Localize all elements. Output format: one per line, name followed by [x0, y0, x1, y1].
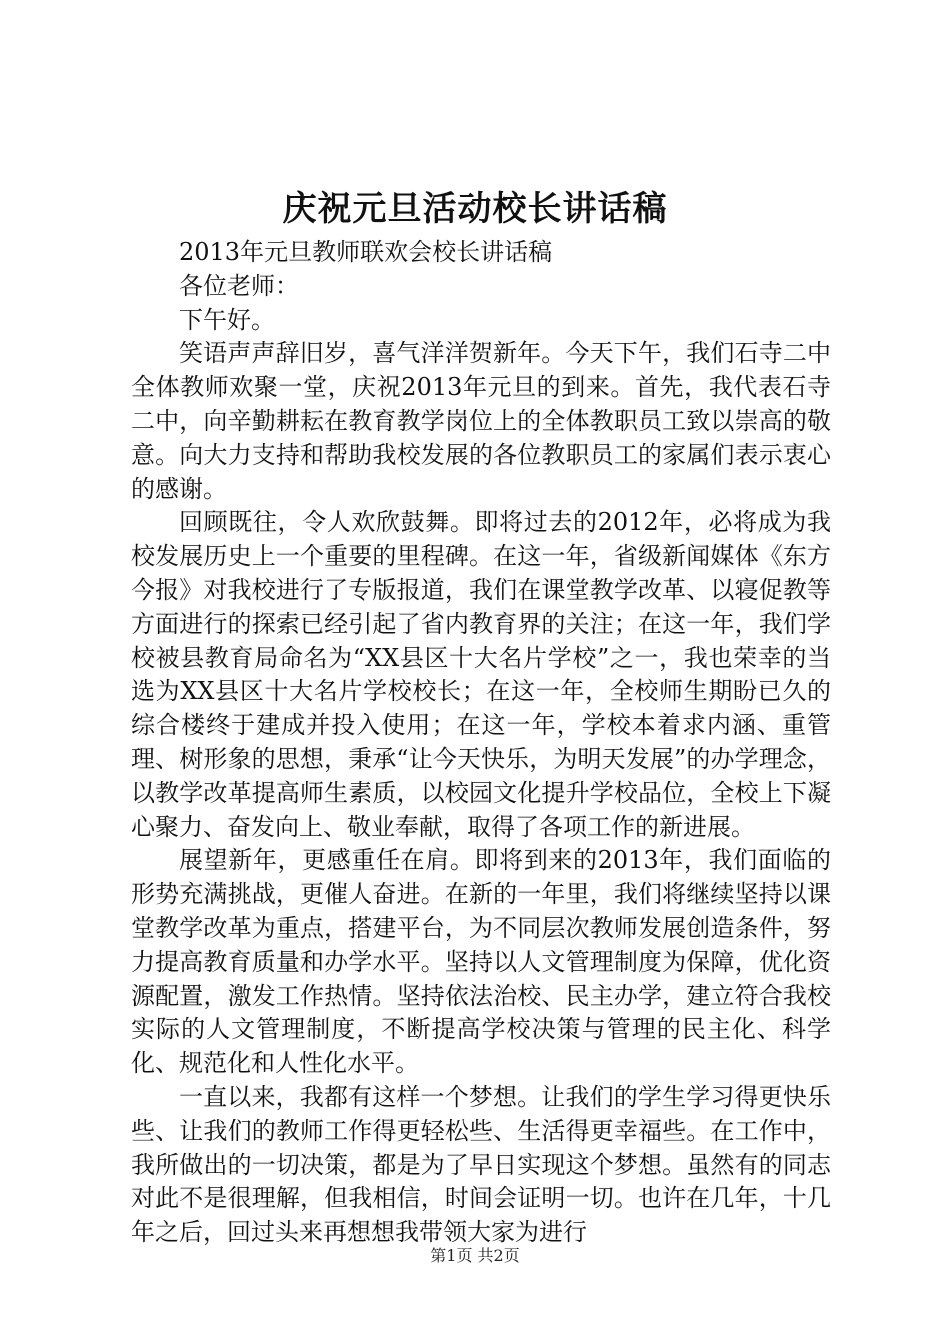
document-body: [131, 236, 831, 1250]
page-number-footer: 第1页 共2页: [430, 1246, 520, 1265]
subtitle-paragraph: 2013年元旦教师联欢会校长讲话稿: [179, 238, 553, 266]
body-paragraph: 笑语声声辞旧岁，喜气洋洋贺新年。今天下午，我们石寺二中全体教师欢聚一堂，庆祝2013年元旦的到来。首先，我代表石寺二中，向辛勤耕耘在教育教学岗位上的全体教职员工致以崇高的敬意。向大力支持和帮助我校发展的各位教职员工的家属们表示衷心的感谢。: [131, 339, 831, 503]
greeting-paragraph: 下午好。: [179, 305, 275, 334]
body-paragraph: 一直以来，我都有这样一个梦想。让我们的学生学习得更快乐些、让我们的教师工作得更轻松些、生活得更幸福些。在工作中，我所做出的一切决策，都是为了早日实现这个梦想。虽然有的同志对此不是很理解，但我相信，时间会证明一切。也许在几年，十几年之后，回过头来再想想我带领大家为进行: [131, 1082, 831, 1247]
salutation-paragraph: 各位老师：: [179, 271, 299, 300]
body-paragraph: 回顾既往，令人欢欣鼓舞。即将过去的2012年，必将成为我校发展历史上一个重要的里程碑。在这一年，省级新闻媒体《东方今报》对我校进行了专版报道，我们在课堂教学改革、以寝促教等方面进行的探索已经引起了省内教育界的关注；在这一年，我们学校被县教育局命名为“XX县区十大名片学校”之一，我也荣幸的当选为XX县区十大名片学校校长；在这一年，全校师生期盼已久的综合楼终于建成并投入使用；在这一年，学校本着求内涵、重管理、树形象的思想，秉承“让今天快乐，为明天发展”的办学理念，以教学改革提高师生素质，以校园文化提升学校品位，全校上下凝心聚力、奋发向上、敬业奉献，取得了各项工作的新进展。: [131, 508, 831, 841]
document-title: 庆祝元旦活动校长讲话稿: [282, 189, 668, 229]
body-paragraph: 展望新年，更感重任在肩。即将到来的2013年，我们面临的形势充满挑战，更催人奋进。在新的一年里，我们将继续坚持以课堂教学改革为重点，搭建平台，为不同层次教师发展创造条件，努力提高教育质量和办学水平。坚持以人文管理制度为保障，优化资源配置，激发工作热情。坚持依法治校、民主办学，建立符合我校实际的人文管理制度，不断提高学校决策与管理的民主化、科学化、规范化和人性化水平。: [131, 846, 831, 1078]
